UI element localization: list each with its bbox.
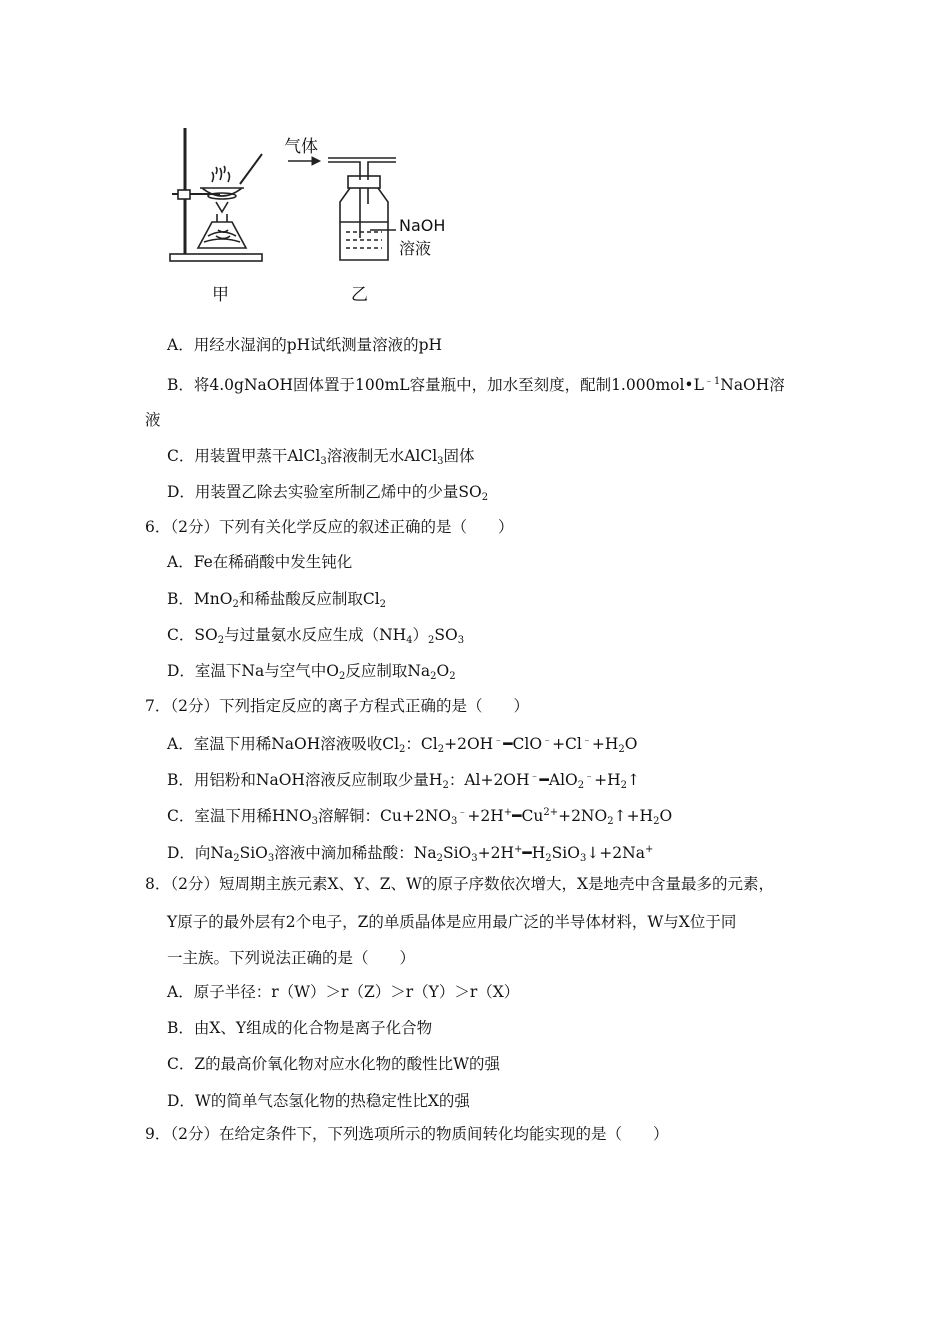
q8-option-b: B．由X、Y组成的化合物是离子化合物: [167, 1019, 433, 1037]
solution-label: 溶液: [399, 239, 432, 258]
q8-option-c: C．Z的最高价氧化物对应水化物的酸性比W的强: [167, 1055, 501, 1073]
q5-option-d: D．用装置乙除去实验室所制乙烯中的少量$SO_2$: [167, 483, 489, 503]
q5-option-b: B．将4.0gNaOH固体置于100mL容量瓶中，加水至刻度，配制$1.000mol•L^{﹣1}NaOH$溶: [167, 376, 785, 394]
q6-option-a: A．Fe在稀硝酸中发生钝化: [167, 553, 353, 571]
q6-option-c: C．$SO_2$与过量氨水反应生成$(NH_4)_2SO_3$: [167, 626, 465, 646]
q7-option-a: A．室温下用稀NaOH溶液吸收$Cl_2$：$Cl_2+2OH^﹣━ClO^﹣+Cl^﹣+H_2O$: [167, 735, 638, 755]
q8-stem-line-1: 8．（2分）短周期主族元素X、Y、Z、W的原子序数依次增大，X是地壳中含量最多的元素，: [145, 875, 774, 893]
label-yi: 乙: [351, 285, 368, 305]
q9-stem: 9．（2分）在给定条件下，下列选项所示的物质间转化均能实现的是（ ）: [145, 1125, 669, 1143]
q7-stem: 7．（2分）下列指定反应的离子方程式正确的是（ ）: [145, 697, 529, 715]
q6-option-b: B．MnO$_2$和稀盐酸反应制取$Cl_2$: [167, 590, 387, 610]
q6-option-d: D．室温下Na与空气中$O_2$反应制取$Na_2O_2$: [167, 662, 456, 682]
gas-label: 气体: [284, 137, 318, 157]
q5-option-c: C．用装置甲蒸干AlCl$_3$溶液制无水AlCl$_3$固体: [167, 447, 475, 467]
apparatus-figure: [160, 118, 460, 308]
q6-stem: 6．（2分）下列有关化学反应的叙述正确的是（ ）: [145, 518, 514, 536]
q8-stem-line-3: 一主族。下列说法正确的是（ ）: [167, 949, 416, 967]
evaporation-apparatus: [170, 128, 262, 261]
q8-option-a: A．原子半径：r（W）＞r（Z）＞r（Y）＞r（X）: [167, 983, 520, 1001]
q5-option-a: A．用经水湿润的pH试纸测量溶液的pH: [167, 336, 443, 354]
gas-washing-bottle: [328, 158, 396, 260]
naoh-label: NaOH: [399, 216, 446, 235]
label-jia: 甲: [212, 285, 229, 305]
gas-arrow: [288, 157, 320, 165]
q7-option-d: D．向$Na_2SiO_3$溶液中滴加稀盐酸：$Na_2SiO_3+2H^+━H_2SiO_3↓+2Na^+$: [167, 844, 654, 864]
q8-stem-line-2: Y原子的最外层有2个电子，Z的单质晶体是应用最广泛的半导体材料，W与X位于同: [167, 913, 737, 931]
q7-option-c: C．室温下用稀$HNO_3$溶解铜：$Cu+2NO_3^﹣+2H^+━Cu^{2+}+2NO_2↑+H_2O$: [167, 807, 673, 827]
q5-option-b-continued: 液: [145, 411, 161, 429]
q7-option-b: B．用铝粉和NaOH溶液反应制取少量$H_2$：$Al+2OH^﹣━AlO_2^﹣+H_2↑$: [167, 771, 641, 791]
q8-option-d: D．W的简单气态氢化物的热稳定性比X的强: [167, 1092, 470, 1110]
